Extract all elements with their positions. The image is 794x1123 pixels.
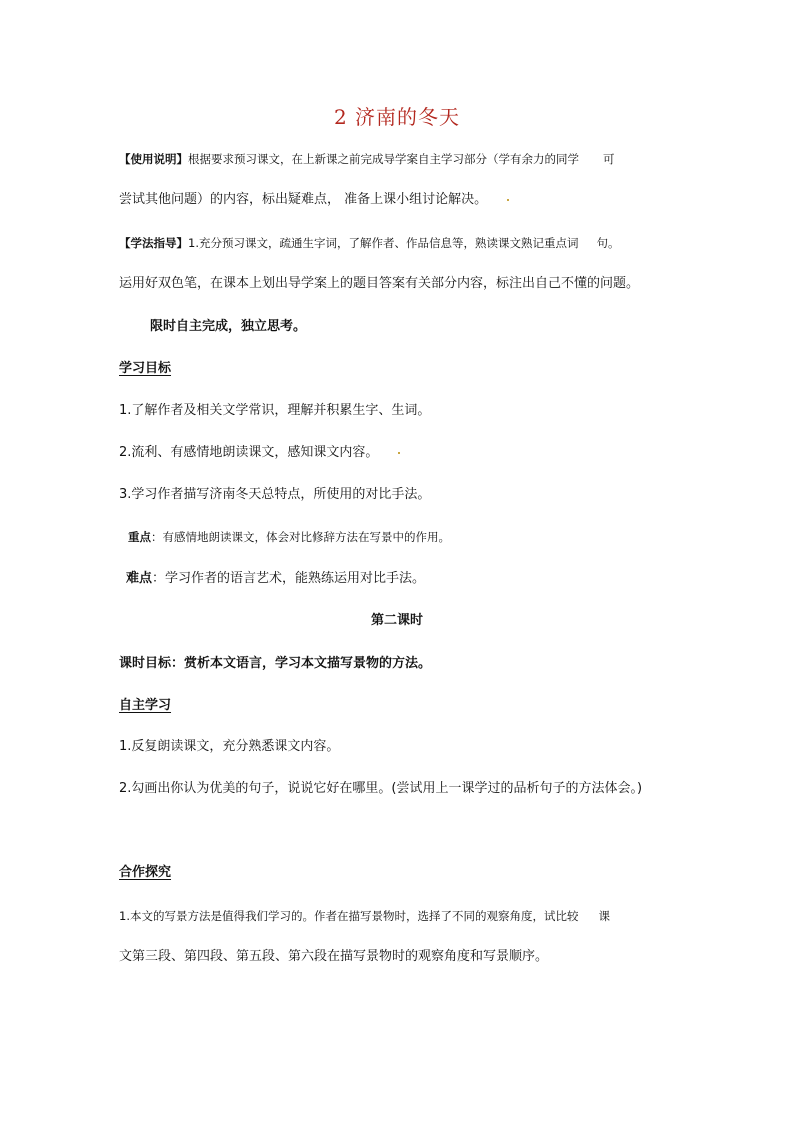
- goal-item-2-text: 2.流利、有感情地朗读课文，感知课文内容。: [119, 445, 379, 460]
- method-text-2: 运用好双色笔，在课本上划出导学案上的题目答案有关部分内容，标注出自己不懂的问题。: [119, 276, 640, 291]
- lesson-heading: 第二课时: [370, 613, 423, 628]
- usage-text-1-tail: 可: [603, 152, 615, 166]
- self-study-item-1: 1.反复朗读课文，充分熟悉课文内容。: [119, 739, 340, 754]
- usage-line-1: [119, 150, 615, 168]
- cooperation-text-1: 1.本文的写景方法是值得我们学习的。作者在描写景物时，选择了不同的观察角度，试比较: [119, 909, 579, 923]
- cooperation-text-1-tail: 课: [598, 909, 610, 923]
- usage-line-2: [119, 191, 509, 209]
- goal-item-2: [119, 444, 400, 462]
- goal-item-3: 3.学习作者描写济南冬天总特点，所使用的对比手法。: [119, 487, 431, 502]
- usage-text-2: 尝试其他问题）的内容，标出疑难点， 准备上课小组讨论解决。: [119, 192, 488, 207]
- self-study-heading: 自主学习: [119, 698, 172, 713]
- usage-text-1: 根据要求预习课文，在上新课之前完成导学案自主学习部分（学有余力的同学: [188, 152, 579, 166]
- instruction: 限时自主完成，独立思考。: [150, 319, 307, 334]
- method-line-1: [119, 234, 619, 252]
- goals-heading: 学习目标: [119, 361, 172, 376]
- method-text-1-tail: 句。: [596, 236, 620, 250]
- page-title: 2 济南的冬天: [333, 105, 461, 129]
- difficulty-text: ：学习作者的语言艺术，能熟练运用对比手法。: [152, 571, 426, 586]
- lesson-objective: 课时目标：赏析本文语言，学习本文描写景物的方法。: [119, 656, 432, 671]
- difficulty-label: 难点: [126, 571, 153, 586]
- cooperation-line-2: 文第三段、第四段、第五段、第六段在描写景物时的观察角度和写景顺序。: [119, 949, 549, 964]
- marker-dot: [398, 452, 400, 454]
- key-label: 重点: [128, 530, 151, 544]
- self-study-item-2: 2.勾画出你认为优美的句子，说说它好在哪里。(尝试用上一课学过的品析句子的方法体会。): [119, 781, 643, 796]
- difficulty-point: [126, 570, 425, 588]
- cooperation-heading: 合作探究: [119, 865, 172, 880]
- method-label: 【学法指导】: [119, 236, 188, 250]
- method-line-2: [119, 275, 639, 293]
- key-point: [128, 528, 450, 546]
- goal-item-1: 1.了解作者及相关文学常识，理解并积累生字、生词。: [119, 403, 431, 418]
- marker-dot: [507, 199, 509, 201]
- method-text-1: 1.充分预习课文，疏通生字词，了解作者、作品信息等，熟读课文熟记重点词: [188, 236, 579, 250]
- usage-label: 【使用说明】: [119, 152, 188, 166]
- key-text: ：有感情地朗读课文，体会对比修辞方法在写景中的作用。: [151, 530, 450, 544]
- cooperation-line-1: [119, 907, 610, 925]
